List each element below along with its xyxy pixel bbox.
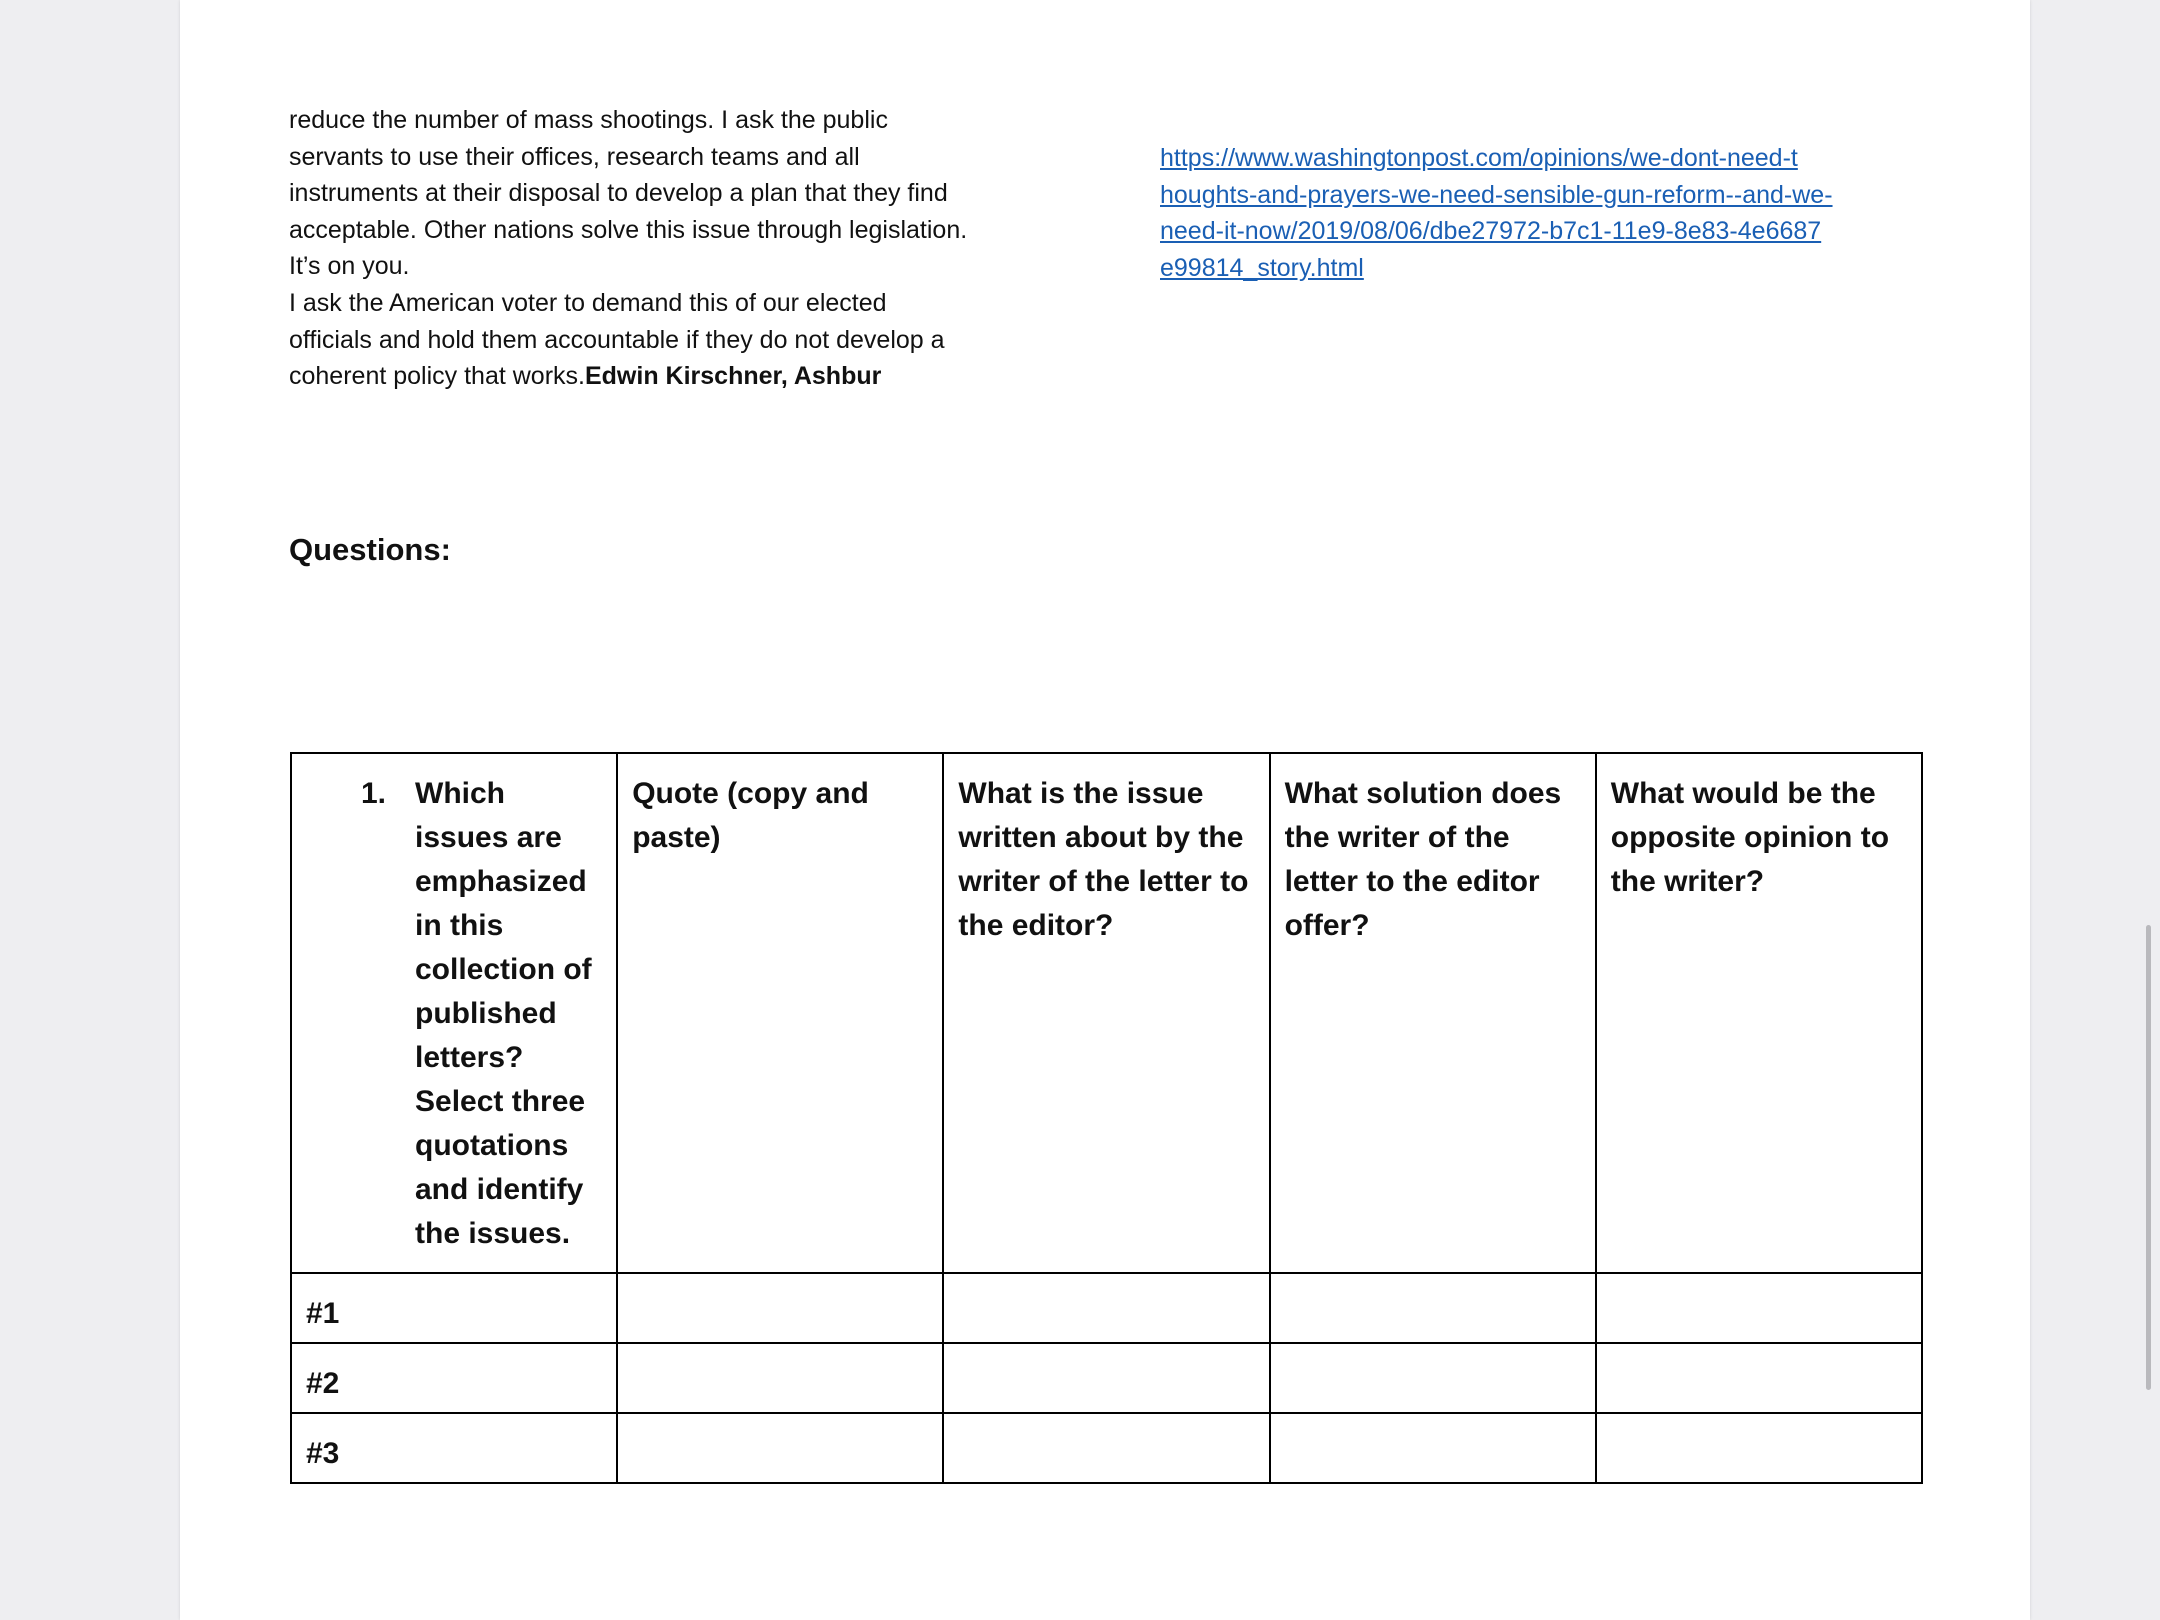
letter-text	[289, 102, 967, 395]
letter-last-line: coherent policy that works.	[289, 362, 585, 391]
source-link-line[interactable]: need-it-now/2019/08/06/dbe27972-b7c1-11e9-8e83-4e6687	[1160, 217, 1822, 246]
source-link-line[interactable]: houghts-and-prayers-we-need-sensible-gun-reform--and-we-	[1160, 180, 1833, 209]
letter-line: instruments at their disposal to develop a plan that they find	[289, 179, 948, 208]
letter-line: acceptable. Other nations solve this issue through legislation.	[289, 215, 968, 244]
table-cell[interactable]	[1270, 1413, 1596, 1483]
header-cell-opposite: What would be the opposite opinion to the writer?	[1596, 753, 1922, 1273]
table-header-row	[291, 753, 1922, 1273]
header-cell-issue: What is the issue written about by the writer of the letter to the editor?	[943, 753, 1269, 1273]
table-row	[291, 1413, 1922, 1483]
row-label: #3	[291, 1413, 617, 1483]
table-cell[interactable]	[943, 1413, 1269, 1483]
header-cell-issues	[291, 753, 617, 1273]
source-link-line[interactable]: e99814_story.html	[1160, 253, 1364, 282]
source-link[interactable]	[1160, 140, 1833, 286]
scrollbar[interactable]	[2146, 925, 2151, 1390]
letter-line: It’s on you.	[289, 252, 410, 281]
list-number: 1.	[361, 777, 387, 810]
table-cell[interactable]	[617, 1413, 943, 1483]
table-cell[interactable]	[617, 1343, 943, 1413]
letter-line: I ask the American voter to demand this of our elected	[289, 288, 887, 317]
letter-line: reduce the number of mass shootings. I ask the public	[289, 106, 888, 134]
table-row	[291, 1343, 1922, 1413]
row-label: #1	[291, 1273, 617, 1343]
header-cell-solution: What solution does the writer of the letter to the editor offer?	[1270, 753, 1596, 1273]
table-cell[interactable]	[617, 1273, 943, 1343]
row-label: #2	[291, 1343, 617, 1413]
table-cell[interactable]	[943, 1273, 1269, 1343]
table-cell[interactable]	[1596, 1273, 1922, 1343]
header-cell-quote: Quote (copy and paste)	[617, 753, 943, 1273]
letter-line: servants to use their offices, research teams and all	[289, 142, 860, 171]
table-row	[291, 1273, 1922, 1343]
header-text: Which issues are emphasized in this collection of published letters? Select three quotations and identify the issues.	[415, 777, 592, 1250]
table-cell[interactable]	[1270, 1343, 1596, 1413]
letter-line	[289, 358, 967, 395]
table-cell[interactable]	[1596, 1413, 1922, 1483]
table-cell[interactable]	[1270, 1273, 1596, 1343]
table-cell[interactable]	[1596, 1343, 1922, 1413]
questions-table	[290, 752, 1923, 1484]
table-cell[interactable]	[943, 1343, 1269, 1413]
source-link-line[interactable]: https://www.washingtonpost.com/opinions/we-dont-need-t	[1160, 144, 1798, 172]
questions-heading: Questions:	[289, 532, 451, 567]
letter-signature: Edwin Kirschner, Ashbur	[584, 362, 882, 391]
letter-line: officials and hold them accountable if they do not develop a	[289, 325, 945, 354]
